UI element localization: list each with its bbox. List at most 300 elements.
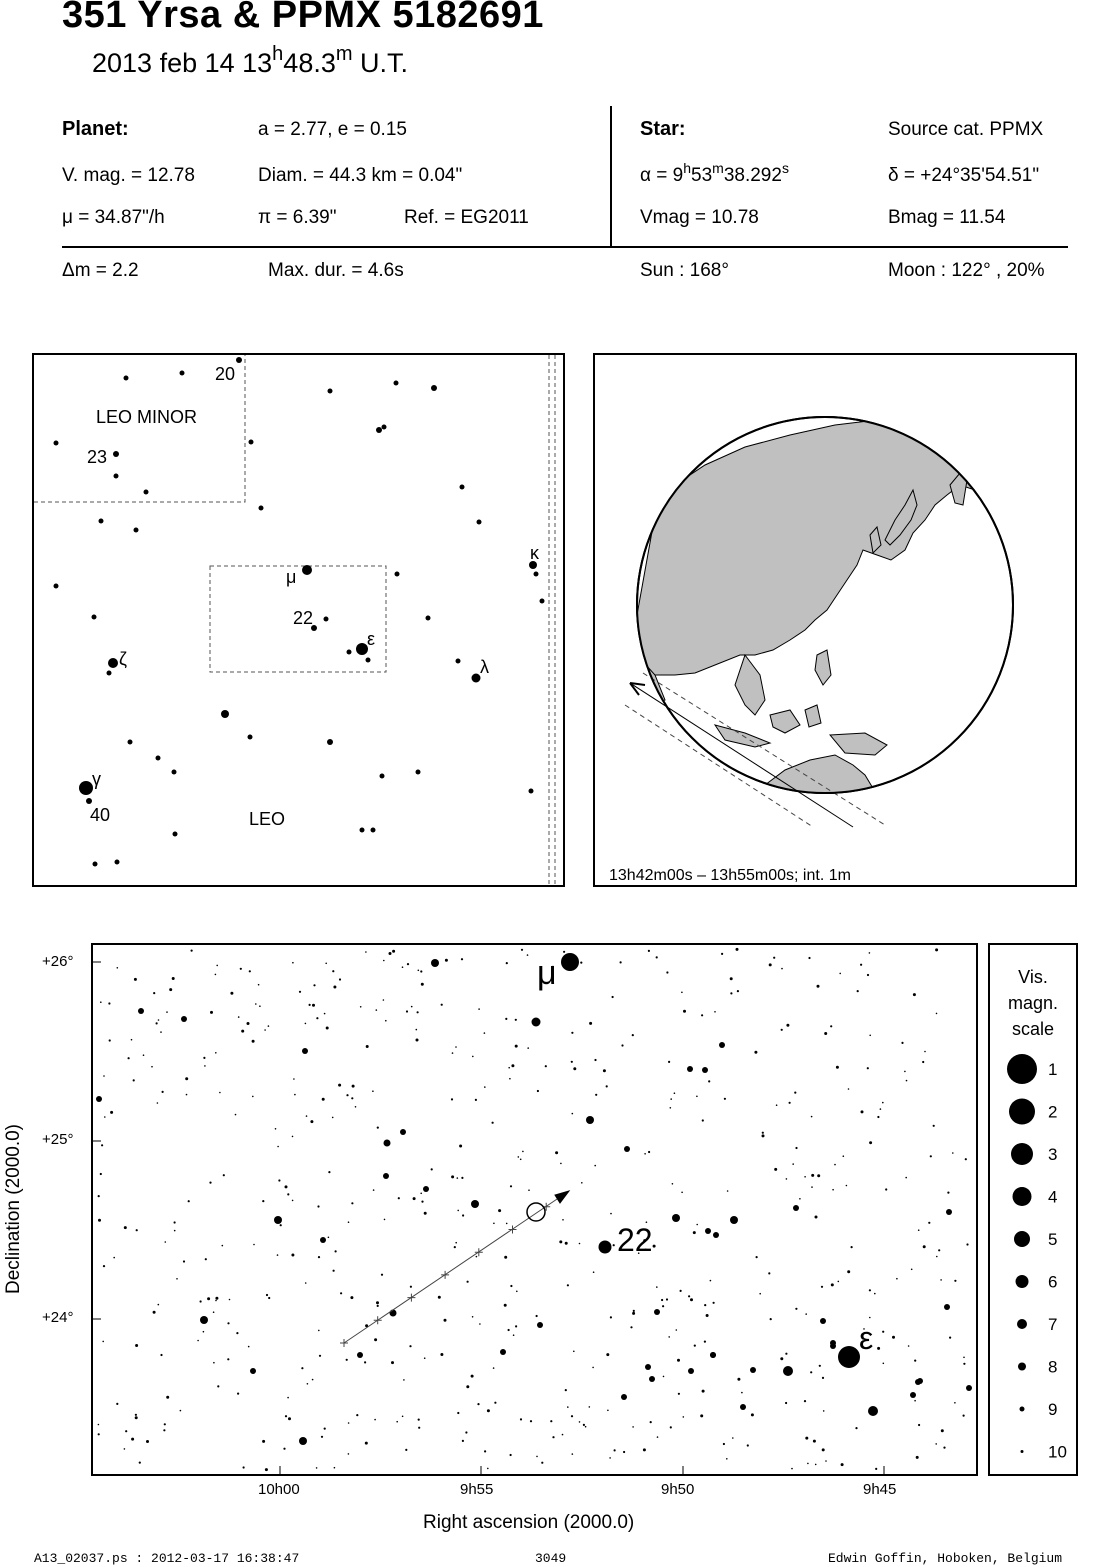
field-star <box>910 1392 916 1398</box>
faint-star <box>210 1011 213 1014</box>
faint-star <box>552 1436 554 1438</box>
faint-star <box>846 1185 848 1187</box>
faint-star <box>780 1357 783 1360</box>
finder-star <box>382 425 387 430</box>
faint-star <box>309 1004 311 1006</box>
faint-star <box>203 1331 205 1333</box>
faint-star <box>102 1341 104 1343</box>
planet-mu: μ = 34.87"/h <box>62 207 165 228</box>
field-star <box>688 1368 694 1374</box>
planet-diam: Diam. = 44.3 km = 0.04" <box>258 165 463 186</box>
faint-star <box>843 1155 845 1157</box>
faint-star <box>219 1092 221 1094</box>
faint-star <box>737 990 739 992</box>
faint-star <box>571 1032 573 1034</box>
faint-star <box>223 1174 225 1176</box>
finder-star <box>248 735 253 740</box>
faint-star <box>813 1440 816 1443</box>
faint-star <box>455 1046 457 1048</box>
detail-stars <box>96 948 972 1471</box>
faint-star <box>851 1246 853 1248</box>
faint-star <box>690 1298 693 1301</box>
faint-star <box>911 1269 913 1271</box>
faint-star <box>407 963 409 965</box>
finder-svg <box>34 355 563 885</box>
faint-star <box>266 1294 268 1296</box>
faint-star <box>892 1336 895 1339</box>
field-star <box>672 1214 680 1222</box>
faint-star <box>509 1078 511 1080</box>
max-duration: Max. dur. = 4.6s <box>268 260 404 281</box>
faint-star <box>589 1022 592 1025</box>
dec-tick-26: +26° <box>42 953 74 970</box>
finder-star <box>360 828 365 833</box>
planet-orbit: a = 2.77, e = 0.15 <box>258 119 407 140</box>
faint-star <box>292 1200 294 1202</box>
faint-star <box>321 1436 323 1438</box>
faint-star <box>822 1377 824 1379</box>
faint-star <box>933 1125 935 1127</box>
globe-panel <box>593 353 1077 887</box>
faint-star <box>848 1088 850 1090</box>
faint-star <box>125 1430 127 1432</box>
faint-star <box>163 1429 165 1431</box>
faint-star <box>455 1242 457 1244</box>
faint-star <box>674 1092 676 1094</box>
faint-star <box>676 1329 678 1331</box>
legend-dot-mag-6 <box>1016 1275 1029 1288</box>
track-tick <box>441 1271 449 1279</box>
faint-star <box>830 1025 832 1027</box>
faint-star <box>541 1462 543 1464</box>
faint-star <box>737 1378 740 1381</box>
faint-star <box>200 1300 202 1302</box>
faint-star <box>869 952 871 954</box>
faint-star <box>262 1440 265 1443</box>
field-star <box>250 1368 256 1374</box>
zeta-label: ζ <box>119 649 127 669</box>
faint-star <box>328 1237 330 1239</box>
track-tick <box>407 1294 415 1302</box>
faint-star <box>702 1119 704 1121</box>
field-star <box>621 1394 627 1400</box>
faint-star <box>504 1304 507 1307</box>
faint-star <box>730 977 733 980</box>
hour-sup: h <box>272 43 284 65</box>
faint-star <box>513 1334 515 1336</box>
legend-label-mag-10: 10 <box>1048 1442 1067 1462</box>
faint-star <box>930 1155 932 1157</box>
faint-star <box>632 1312 635 1315</box>
faint-star <box>183 1260 185 1262</box>
finder-chart <box>32 353 565 887</box>
field-star <box>654 1309 660 1315</box>
faint-star <box>732 1437 734 1439</box>
faint-star <box>581 1182 583 1184</box>
faint-star <box>217 1385 219 1387</box>
faint-star <box>316 1467 318 1469</box>
faint-star <box>306 1115 308 1117</box>
faint-star <box>243 1466 245 1468</box>
faint-star <box>869 1289 871 1291</box>
faint-star <box>795 1147 797 1149</box>
faint-star <box>209 1182 211 1184</box>
faint-star <box>799 1198 801 1200</box>
faint-star <box>356 1414 358 1416</box>
faint-star <box>237 1393 239 1395</box>
faint-star <box>504 1256 507 1259</box>
legend-dot-mag-8 <box>1018 1363 1026 1371</box>
finder-star <box>540 599 545 604</box>
faint-star <box>696 1224 698 1226</box>
faint-star <box>444 1319 447 1322</box>
footer-author: Edwin Goffin, Hoboken, Belgium <box>828 1551 1063 1566</box>
faint-star <box>550 1420 552 1422</box>
faint-star <box>723 1443 725 1445</box>
faint-star <box>264 1029 266 1031</box>
field-star <box>357 1352 363 1358</box>
faint-star <box>947 1192 949 1194</box>
faint-star <box>527 1047 529 1049</box>
faint-star <box>762 1132 764 1134</box>
faint-star <box>520 1159 522 1161</box>
info-vertical-divider <box>610 106 612 247</box>
faint-star <box>421 983 424 986</box>
faint-star <box>176 1278 178 1280</box>
faint-star <box>420 970 422 972</box>
mu-label-detail: μ <box>537 954 557 992</box>
planet-ref: Ref. = EG2011 <box>404 207 529 228</box>
faint-star <box>478 1008 480 1010</box>
faint-star <box>418 1427 420 1429</box>
faint-star <box>521 949 523 951</box>
faint-star <box>563 951 565 953</box>
faint-star <box>606 1353 609 1356</box>
faint-star <box>402 966 404 968</box>
legend-label-mag-8: 8 <box>1048 1357 1058 1377</box>
faint-star <box>158 1304 160 1306</box>
faint-star <box>630 1326 632 1328</box>
faint-star <box>943 1447 945 1449</box>
faint-star <box>134 978 137 981</box>
field-star <box>966 1385 972 1391</box>
faint-star <box>510 1454 512 1456</box>
faint-star <box>838 1281 840 1283</box>
field-star <box>383 1173 389 1179</box>
faint-star <box>666 971 668 973</box>
faint-star <box>113 1257 115 1259</box>
alpha-h: h <box>683 160 692 176</box>
faint-star <box>875 1468 877 1470</box>
planet-heading: Planet: <box>62 118 129 140</box>
faint-star <box>573 1067 576 1070</box>
field-star <box>783 1366 793 1376</box>
faint-star <box>508 1329 510 1331</box>
globe-svg <box>595 355 1075 885</box>
faint-star <box>213 1311 215 1313</box>
faint-star <box>351 1202 353 1204</box>
faint-star <box>305 1023 307 1025</box>
faint-star <box>560 1163 562 1165</box>
footer-file: A13_02037.ps : 2012-03-17 16:38:47 <box>34 1551 300 1566</box>
faint-star <box>98 1433 100 1435</box>
field-star <box>719 1042 725 1048</box>
ra-tick-9h45: 9h45 <box>863 1481 897 1498</box>
epsilon-star <box>838 1346 860 1368</box>
faint-star <box>229 1299 231 1301</box>
faint-star <box>841 1463 844 1466</box>
finder-star <box>426 616 431 621</box>
faint-star <box>338 1084 341 1087</box>
finder-star <box>180 371 185 376</box>
alpha-s: s <box>781 160 789 176</box>
faint-star <box>908 1345 910 1347</box>
finder-star <box>54 584 59 589</box>
faint-star <box>836 1066 839 1069</box>
finder-star <box>371 828 376 833</box>
finder-star <box>456 659 461 664</box>
faint-star <box>191 950 193 952</box>
finder-star <box>347 650 352 655</box>
faint-star <box>759 1293 761 1295</box>
faint-star <box>203 1057 205 1059</box>
field-star <box>302 1048 308 1054</box>
faint-star <box>736 948 739 951</box>
faint-star <box>882 1102 884 1104</box>
faint-star <box>166 1396 169 1399</box>
faint-star <box>333 986 336 989</box>
faint-star <box>462 1214 464 1216</box>
faint-star <box>832 1189 834 1191</box>
faint-star <box>207 1297 210 1300</box>
faint-star <box>855 1427 857 1429</box>
faint-star <box>410 1286 412 1288</box>
faint-star <box>406 1010 408 1012</box>
faint-star <box>332 970 334 972</box>
faint-star <box>143 1054 145 1056</box>
faint-star <box>403 1379 405 1381</box>
faint-star <box>768 1272 770 1274</box>
path-arrow <box>630 683 645 695</box>
finder-star <box>54 441 59 446</box>
faint-star <box>936 1013 938 1015</box>
track-arrowhead <box>555 1191 569 1203</box>
finder-star <box>328 389 333 394</box>
faint-star <box>904 1071 906 1073</box>
faint-star <box>670 1098 672 1100</box>
faint-star <box>877 1347 880 1350</box>
faint-star <box>293 1078 295 1080</box>
finder-star <box>144 490 149 495</box>
finder-star <box>92 615 97 620</box>
faint-star <box>153 1311 156 1314</box>
finder-star <box>108 658 118 668</box>
finder-star <box>221 710 229 718</box>
faint-star <box>484 1086 486 1088</box>
faint-star <box>724 1098 726 1100</box>
field-star <box>705 1228 711 1234</box>
field-star <box>423 1186 429 1192</box>
faint-star <box>935 1443 937 1445</box>
faint-star <box>620 961 622 963</box>
legend-dot-mag-5 <box>1014 1231 1030 1247</box>
finder-star <box>327 739 333 745</box>
faint-star <box>398 1197 400 1199</box>
faint-star <box>493 1367 495 1369</box>
faint-star <box>511 1064 514 1067</box>
faint-star <box>204 1065 206 1067</box>
field-star <box>730 1216 738 1224</box>
faint-star <box>498 1209 501 1212</box>
legend-dot-mag-10 <box>1021 1450 1024 1453</box>
faint-star <box>312 1379 314 1381</box>
faint-star <box>236 1332 238 1334</box>
faint-star <box>823 1410 825 1412</box>
faint-star <box>185 1077 188 1080</box>
faint-star <box>562 1434 564 1436</box>
ra-tick-9h55: 9h55 <box>460 1481 494 1498</box>
faint-star <box>756 1256 758 1258</box>
faint-star <box>268 1297 270 1299</box>
legend-svg <box>990 945 1076 1474</box>
faint-star <box>572 1453 574 1455</box>
faint-star <box>454 1246 456 1248</box>
faint-star <box>493 1223 495 1225</box>
faint-star <box>786 1024 789 1027</box>
finder-star <box>534 572 539 577</box>
faint-star <box>650 1421 652 1423</box>
finder-star <box>302 565 312 575</box>
faint-star <box>197 1340 199 1342</box>
faint-star <box>896 1278 898 1280</box>
faint-star <box>459 1145 462 1148</box>
field-star <box>138 1008 144 1014</box>
delta-magnitude: Δm = 2.2 <box>62 260 139 281</box>
faint-star <box>484 1450 486 1452</box>
faint-star <box>632 1034 634 1036</box>
faint-star <box>869 1141 872 1144</box>
faint-star <box>610 1316 612 1318</box>
faint-star <box>131 1438 134 1441</box>
faint-star <box>583 1424 585 1426</box>
field-star <box>740 1404 746 1410</box>
faint-star <box>139 1462 141 1464</box>
legend-label-mag-3: 3 <box>1048 1145 1058 1164</box>
faint-star <box>262 1200 264 1202</box>
faint-star <box>860 964 862 966</box>
faint-star <box>360 1006 362 1008</box>
faint-star <box>730 992 732 994</box>
faint-star <box>963 1357 965 1359</box>
faint-star <box>678 1393 680 1395</box>
faint-star <box>413 1197 416 1200</box>
faint-star <box>477 1403 479 1405</box>
faint-star <box>670 1107 672 1109</box>
date-text: 2013 feb 14 13 <box>92 48 273 78</box>
finder-star <box>173 832 178 837</box>
faint-star <box>384 1219 386 1221</box>
gamma-label: γ <box>92 769 101 789</box>
info-horizontal-divider <box>62 246 1068 248</box>
planet-vmag: V. mag. = 12.78 <box>62 165 195 186</box>
faint-star <box>528 1189 530 1191</box>
faint-star <box>466 1385 469 1388</box>
legend-title-1: Vis. <box>1018 967 1048 987</box>
faint-star <box>579 1421 581 1423</box>
faint-star <box>373 1189 375 1191</box>
faint-star <box>791 1468 793 1470</box>
star-20-label: 20 <box>215 364 236 384</box>
faint-star <box>322 1098 325 1101</box>
faint-star <box>133 1079 135 1081</box>
faint-star <box>374 1419 376 1421</box>
faint-star <box>205 1258 207 1260</box>
finder-star <box>99 519 104 524</box>
faint-star <box>252 1040 255 1043</box>
faint-star <box>475 1099 477 1101</box>
faint-star <box>754 1051 757 1054</box>
faint-star <box>786 1178 788 1180</box>
faint-star <box>648 1151 650 1153</box>
faint-star <box>579 1243 581 1245</box>
faint-star <box>677 1359 680 1362</box>
ra-tick-9h50: 9h50 <box>661 1481 695 1498</box>
faint-star <box>301 1367 303 1369</box>
faint-star <box>537 1090 539 1092</box>
faint-star <box>928 1222 930 1224</box>
faint-star <box>762 1134 765 1137</box>
faint-star <box>328 1171 330 1173</box>
faint-star <box>562 1219 564 1221</box>
faint-star <box>255 1003 257 1005</box>
faint-star <box>431 1168 433 1170</box>
faint-star <box>487 1468 489 1470</box>
faint-star <box>936 1256 938 1258</box>
faint-star <box>726 1458 728 1460</box>
faint-star <box>169 988 172 991</box>
faint-star <box>821 1286 823 1288</box>
faint-star <box>683 1010 686 1013</box>
faint-star <box>324 1428 326 1430</box>
faint-star <box>487 1409 490 1412</box>
finder-star <box>114 474 119 479</box>
faint-star <box>906 1080 908 1082</box>
faint-star <box>916 1456 919 1459</box>
field-star <box>532 1018 541 1027</box>
faint-star <box>954 1280 956 1282</box>
finder-star <box>113 451 119 457</box>
faint-star <box>241 1030 244 1033</box>
faint-star <box>215 1297 218 1300</box>
finder-star <box>249 440 254 445</box>
faint-star <box>700 1414 703 1417</box>
faint-star <box>633 1310 635 1312</box>
faint-star <box>389 952 392 955</box>
track-tick <box>475 1248 483 1256</box>
faint-star <box>668 1336 670 1338</box>
finder-star <box>324 617 329 622</box>
faint-star <box>492 1122 494 1124</box>
faint-star <box>174 1230 176 1232</box>
legend-label-mag-5: 5 <box>1048 1230 1058 1249</box>
finder-star <box>394 381 399 386</box>
field-star <box>793 1205 799 1211</box>
faint-star <box>518 1156 520 1158</box>
faint-star <box>681 1192 683 1194</box>
faint-star <box>364 1361 366 1363</box>
faint-star <box>918 1229 920 1231</box>
faint-star <box>326 1027 329 1030</box>
